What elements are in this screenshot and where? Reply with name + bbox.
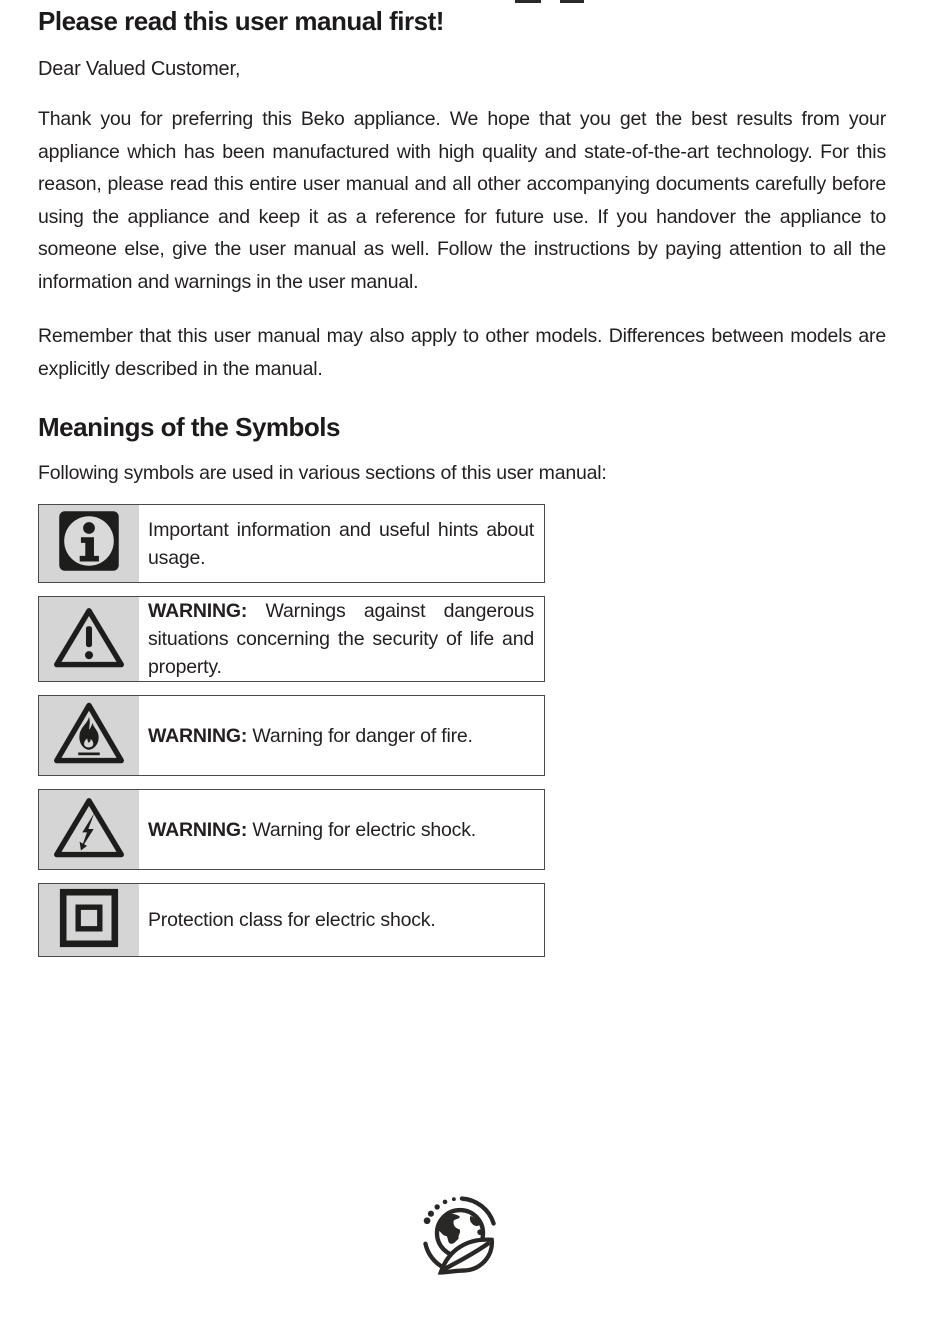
row-text: Warning for danger of fire. <box>247 724 473 747</box>
fire-warning-icon <box>52 699 126 772</box>
symbol-cell <box>39 884 139 956</box>
cropped-text-artifact <box>515 0 541 3</box>
table-row <box>38 883 545 957</box>
symbol-description <box>139 790 544 869</box>
symbols-section-title: Meanings of the Symbols <box>38 412 340 442</box>
symbol-cell <box>39 790 139 869</box>
earth-leaf-eco-icon <box>412 1186 508 1286</box>
symbol-description <box>139 505 544 582</box>
salutation-text: Dear Valued Customer, <box>38 58 241 80</box>
table-row <box>38 695 545 776</box>
table-row <box>38 504 545 583</box>
table-row <box>38 789 545 870</box>
row-text: Warning for electric shock. <box>247 818 476 841</box>
cropped-text-artifact <box>560 0 584 3</box>
row-text: Warnings against dangerous situations concerning the security of life and property. <box>148 600 534 678</box>
row-text: Protection class for electric shock. <box>148 909 436 931</box>
symbol-cell <box>39 597 139 681</box>
symbol-cell <box>39 505 139 582</box>
warning-triangle-icon <box>52 604 126 675</box>
row-text: Important information and useful hints about usage. <box>148 518 534 569</box>
table-row <box>38 596 545 682</box>
warning-prefix: WARNING: <box>148 600 248 622</box>
intro-paragraph: Thank you for preferring this Beko appliance. We hope that you get the best results from your appliance which has been manufactured with high quality and state-of-the-art technology. For this reason, please read this entire user manual and all other accompanying documents carefully before using the appliance and keep it as a reference for future use. If you handover the appliance to someone else, give the user manual as well. Follow the instructions by paying attention to all the information and warnings in the user manual. <box>38 108 886 293</box>
protection-class-icon <box>59 888 119 953</box>
symbols-table <box>38 504 545 957</box>
symbol-description <box>139 597 544 681</box>
electric-shock-warning-icon <box>52 794 126 865</box>
info-icon <box>58 510 120 577</box>
warning-prefix: WARNING: <box>148 724 248 747</box>
symbol-description <box>139 696 544 775</box>
symbol-description <box>139 884 544 956</box>
symbol-cell <box>39 696 139 775</box>
page-title: Please read this user manual first! <box>38 6 444 36</box>
symbols-intro-text: Following symbols are used in various sections of this user manual: <box>38 462 607 484</box>
models-note-paragraph: Remember that this user manual may also apply to other models. Differences between models are explicitly described in the manual. <box>38 325 886 380</box>
warning-prefix: WARNING: <box>148 818 248 841</box>
